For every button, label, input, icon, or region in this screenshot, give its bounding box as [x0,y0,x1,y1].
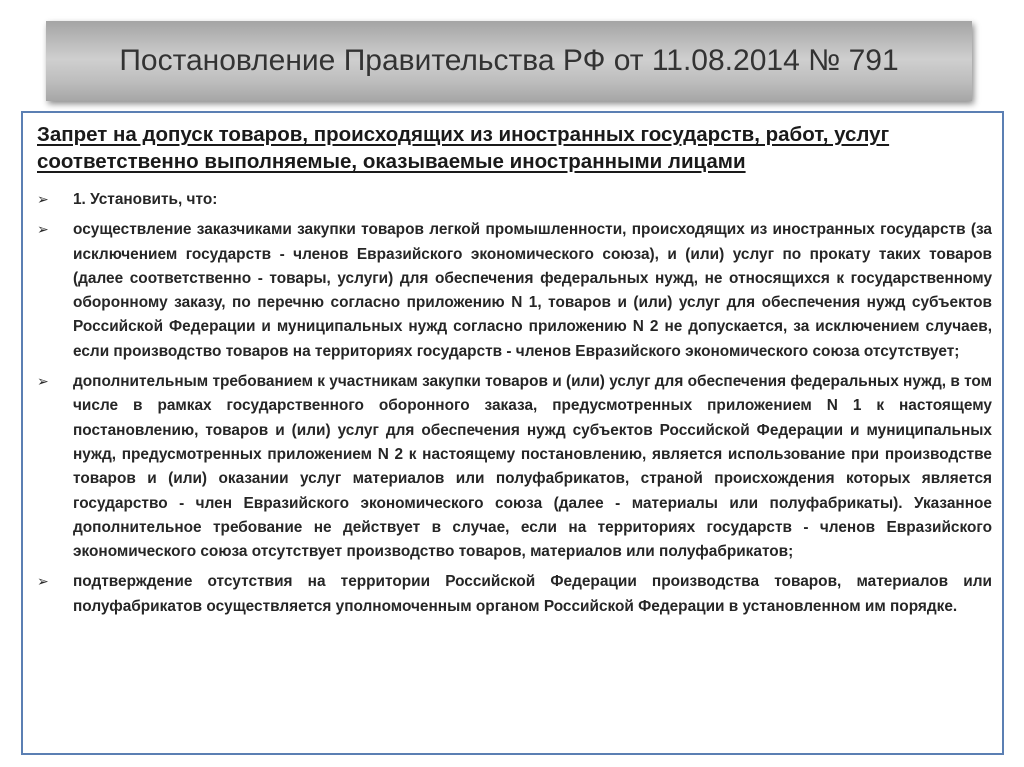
list-item [37,370,992,564]
list-item-text: подтверждение отсутствия на территории Российской Федерации производства товаров, материалов или полуфабрикатов осуществляется уполномоченным органом Российской Федерации в установленном им порядке. [73,573,992,615]
arrowhead-bullet-icon: ➢ [37,222,49,239]
list-item-text: дополнительным требованием к участникам закупки товаров и (или) услуг для обеспечения федеральных нужд, в том числе в рамках государственного оборонного заказа, предусмотренных приложением N 1 к настоящему постановлению, товаров и (или) услуг для обеспечения нужд субъектов Российской Федерации и муниципальных нужд, предусмотренных приложением N 2 к настоящему постановлению, является использование при производстве товаров и (или) оказании услуг материалов или полуфабрикатов, страной происхождения которых является государство - член Евразийского экономического союза (далее - материалы или полуфабрикаты). Указанное дополнительное требование не действует в случае, если на территориях государств - членов Евразийского экономического союза отсутствует производство товаров, материалов или полуфабрикатов; [73,373,992,561]
title-banner [46,21,972,101]
list-item [37,188,992,212]
arrowhead-bullet-icon: ➢ [37,374,49,391]
list-item-text: 1. Установить, что: [73,191,218,208]
list-item [37,218,992,364]
content-box [21,111,1004,755]
section-heading: Запрет на допуск товаров, происходящих из иностранных государств, работ, услуг соответственно выполняемые, оказываемые иностранными лицами [37,123,890,173]
slide-title: Постановление Правительства РФ от 11.08.2014 № 791 [119,44,899,77]
arrowhead-bullet-icon: ➢ [37,574,49,591]
list-item-text: осуществление заказчиками закупки товаров легкой промышленности, происходящих из иностранных государств (за исключением государств - членов Евразийского экономического союза), и (или) услуг по прокату таких товаров (далее соответственно - товары, услуги) для обеспечения федеральных нужд, не относящихся к государственному оборонному заказу, по перечню согласно приложению N 1, товаров и (или) услуг для обеспечения нужд субъектов Российской Федерации и муниципальных нужд согласно приложению N 2 не допускается, за исключением случаев, если производство товаров на территориях государств - членов Евразийского экономического союза отсутствует; [73,221,992,360]
bullet-list [37,188,992,625]
list-item [37,570,992,619]
arrowhead-bullet-icon: ➢ [37,192,49,208]
